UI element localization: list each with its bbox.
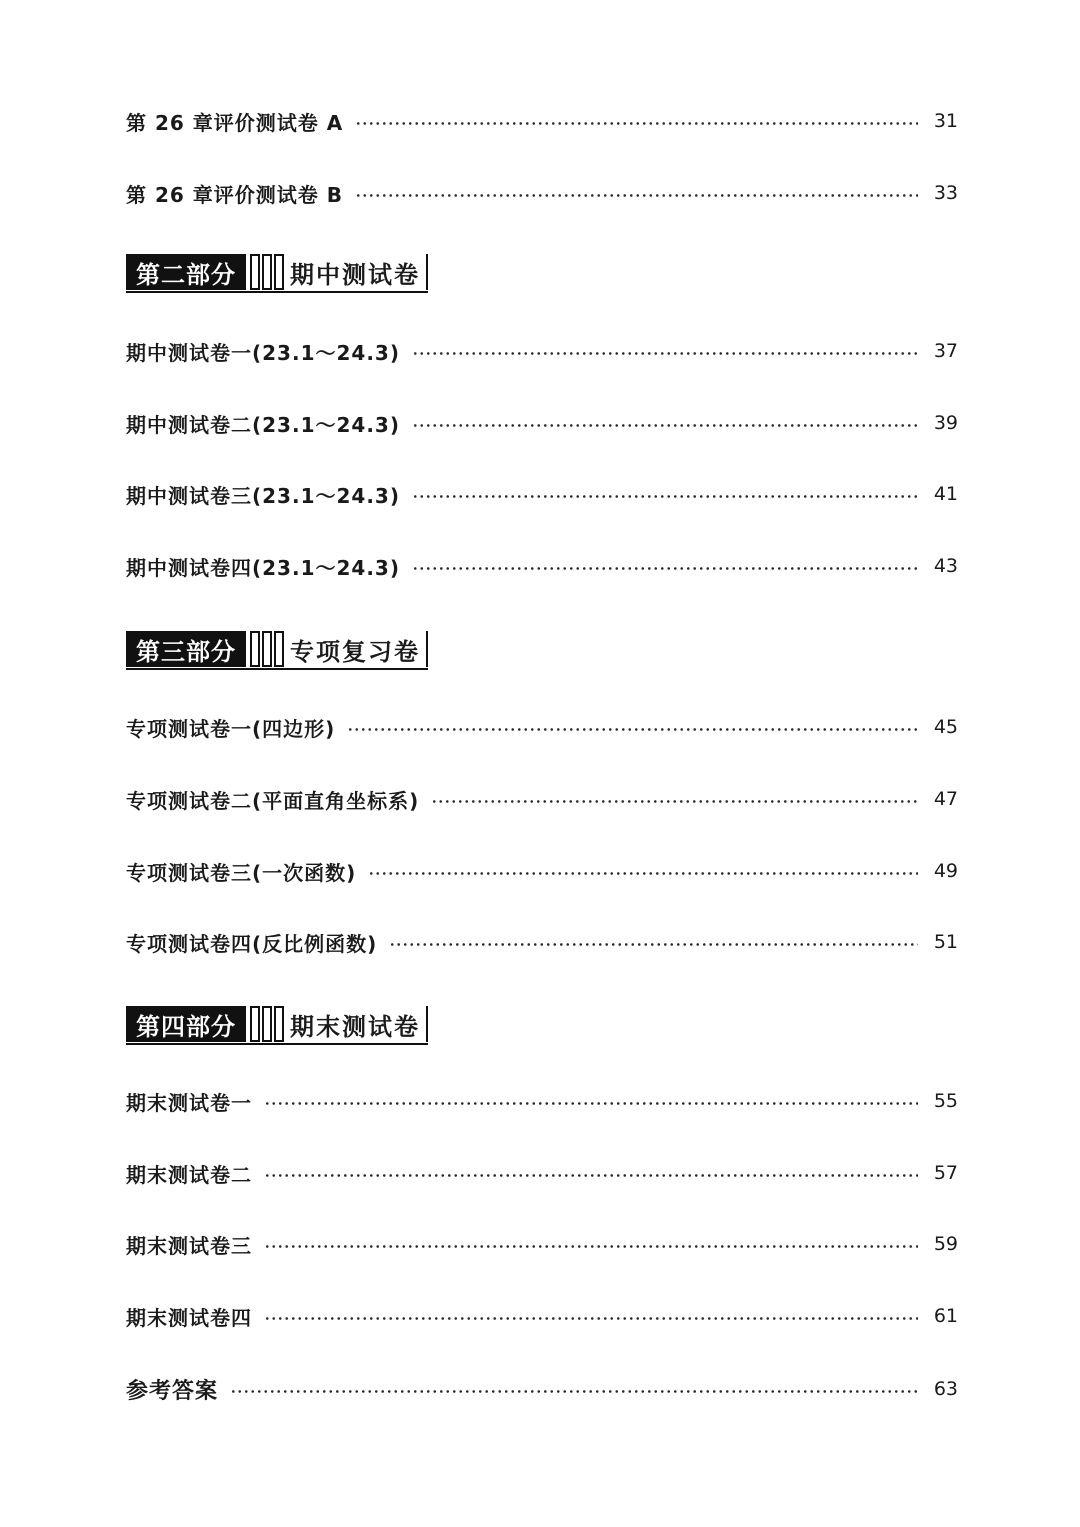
toc-entry-title: 期末测试卷四	[126, 1305, 252, 1330]
dot-leader	[412, 495, 918, 498]
section-name: 专项复习卷	[288, 631, 428, 667]
toc-entry-title: 第 26 章评价测试卷 A	[126, 110, 344, 135]
section-underline	[126, 1043, 428, 1045]
toc-entry-page: 49	[933, 860, 958, 882]
toc-entry-title: 期中测试卷四(23.1～24.3)	[126, 555, 400, 580]
toc-entry-title: 参考答案	[126, 1378, 219, 1404]
dot-leader	[355, 194, 918, 197]
toc-entry-title: 期中测试卷二(23.1～24.3)	[126, 412, 400, 437]
dot-leader	[412, 352, 918, 355]
dot-leader	[431, 800, 918, 803]
toc-entry-title: 专项测试卷三(一次函数)	[126, 860, 357, 885]
toc-entry[interactable]	[126, 178, 958, 208]
toc-entry[interactable]	[126, 1086, 958, 1116]
dot-leader	[355, 122, 918, 125]
toc-entry-page: 41	[933, 483, 958, 505]
toc-entry-title: 专项测试卷四(反比例函数)	[126, 931, 378, 956]
section-label: 第二部分	[126, 254, 246, 290]
section-header-part-3	[126, 631, 428, 667]
toc-entry-page: 59	[933, 1233, 958, 1255]
toc-entry[interactable]	[126, 856, 958, 886]
toc-entry[interactable]	[126, 408, 958, 438]
dot-leader	[230, 1390, 918, 1393]
toc-entry-page: 51	[933, 931, 958, 953]
dot-leader	[368, 872, 918, 875]
toc-entry[interactable]	[126, 1158, 958, 1188]
section-label: 第四部分	[126, 1006, 246, 1042]
section-header-part-2	[126, 254, 428, 290]
toc-entry-title: 期中测试卷三(23.1～24.3)	[126, 483, 400, 508]
toc-entry-title: 第 26 章评价测试卷 B	[126, 182, 343, 207]
dot-leader	[412, 567, 918, 570]
toc-entry-title: 专项测试卷二(平面直角坐标系)	[126, 788, 420, 813]
section-bars-icon	[249, 1006, 285, 1042]
section-bars-icon	[249, 631, 285, 667]
toc-entry-title: 期末测试卷三	[126, 1233, 252, 1258]
section-bars-icon	[249, 254, 285, 290]
toc-entry-page: 33	[933, 182, 958, 204]
section-label: 第三部分	[126, 631, 246, 667]
toc-entry[interactable]	[126, 927, 958, 957]
dot-leader	[264, 1245, 918, 1248]
dot-leader	[412, 424, 918, 427]
section-name: 期中测试卷	[288, 254, 428, 290]
toc-entry-page: 57	[933, 1162, 958, 1184]
dot-leader	[347, 728, 918, 731]
toc-entry[interactable]	[126, 712, 958, 742]
toc-entry-page: 63	[933, 1378, 958, 1400]
toc-entry-title: 期末测试卷一	[126, 1090, 252, 1115]
toc-entry[interactable]	[126, 106, 958, 136]
toc-entry-page: 47	[933, 788, 958, 810]
toc-entry-page: 37	[933, 340, 958, 362]
toc-entry-page: 43	[933, 555, 958, 577]
toc-entry-page: 55	[933, 1090, 958, 1112]
toc-entry[interactable]	[126, 336, 958, 366]
toc-entry[interactable]	[126, 479, 958, 509]
dot-leader	[264, 1317, 918, 1320]
toc-entry[interactable]	[126, 1301, 958, 1331]
toc-entry-page: 45	[933, 716, 958, 738]
toc-entry[interactable]	[126, 784, 958, 814]
toc-entry-page: 61	[933, 1305, 958, 1327]
toc-entry-page: 39	[933, 412, 958, 434]
section-underline	[126, 291, 428, 293]
toc-entry[interactable]	[126, 1229, 958, 1259]
dot-leader	[264, 1174, 918, 1177]
dot-leader	[264, 1102, 918, 1105]
toc-entry-title: 专项测试卷一(四边形)	[126, 716, 336, 741]
dot-leader	[389, 943, 918, 946]
section-header-part-4	[126, 1006, 428, 1042]
toc-entry-answers[interactable]	[126, 1374, 958, 1404]
toc-entry-page: 31	[933, 110, 958, 132]
section-underline	[126, 668, 428, 670]
section-name: 期末测试卷	[288, 1006, 428, 1042]
toc-entry-title: 期末测试卷二	[126, 1162, 252, 1187]
toc-entry-title: 期中测试卷一(23.1～24.3)	[126, 340, 400, 365]
toc-entry[interactable]	[126, 551, 958, 581]
